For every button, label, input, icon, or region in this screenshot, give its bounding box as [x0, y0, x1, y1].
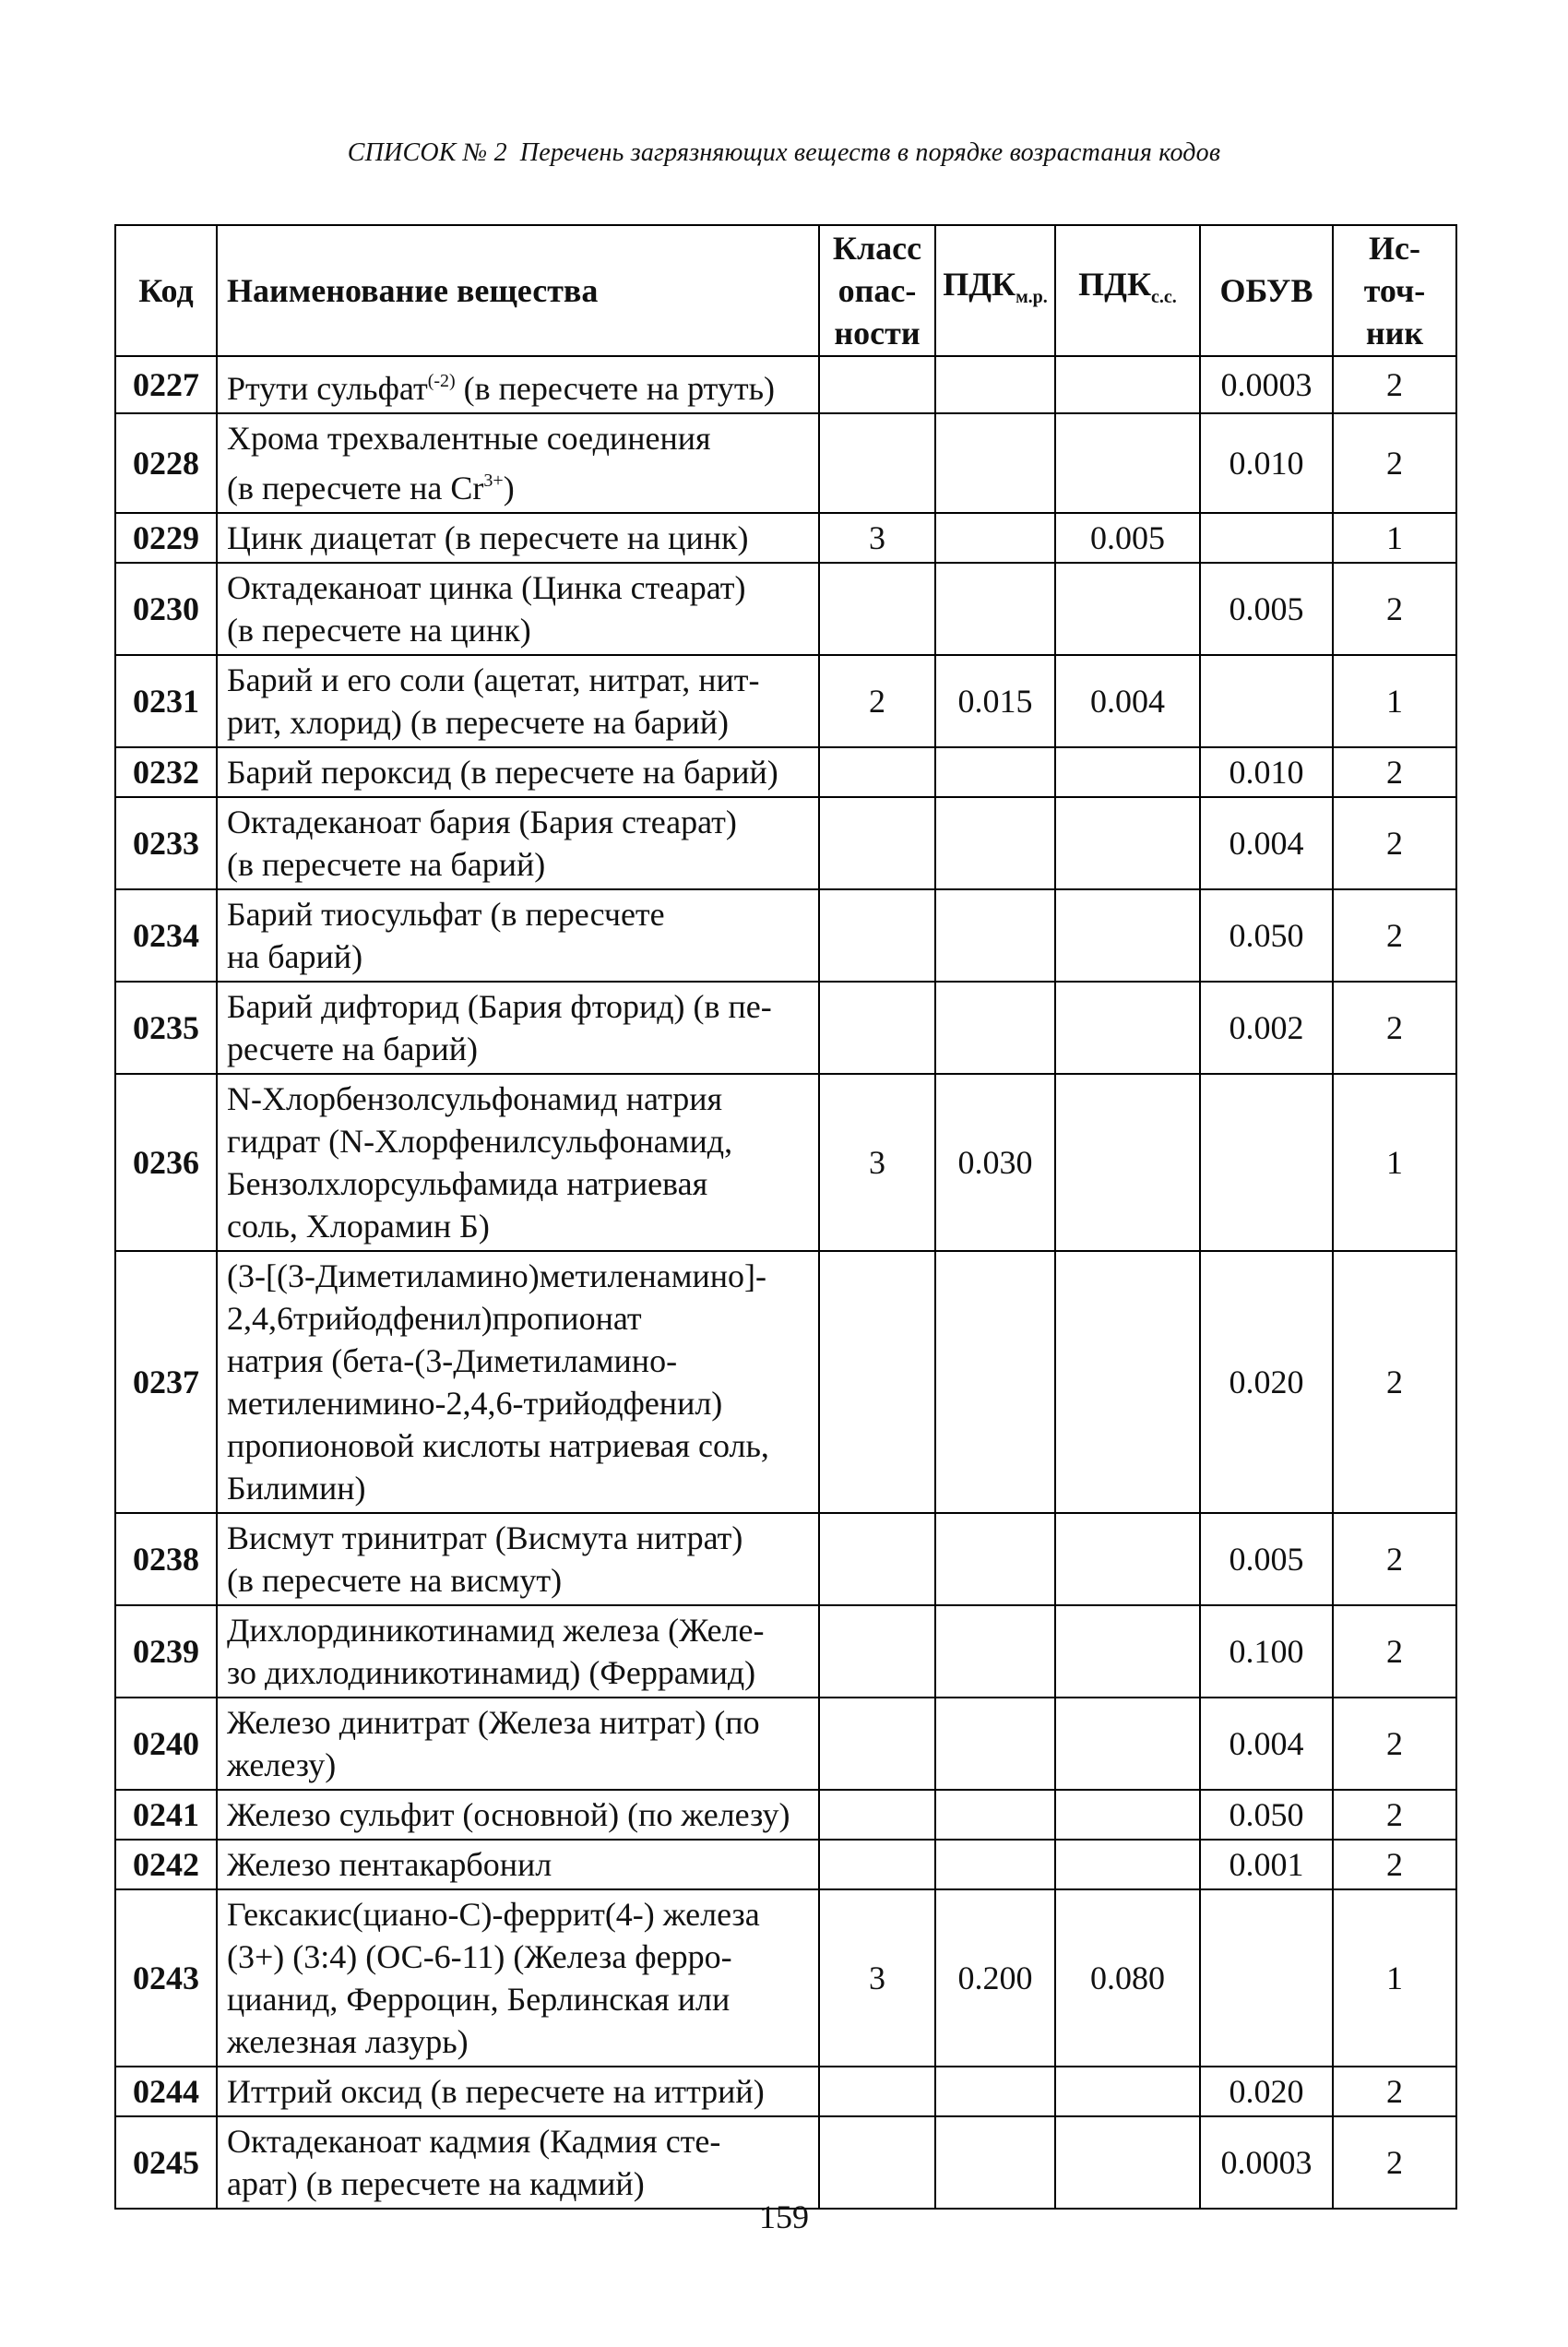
cell-code: 0243	[115, 1889, 217, 2067]
cell-class	[819, 1605, 935, 1698]
cell-pdk-mr	[935, 982, 1055, 1074]
cell-obuv: 0.010	[1200, 747, 1333, 797]
cell-code: 0231	[115, 655, 217, 747]
cell-source: 2	[1333, 797, 1456, 889]
col-header-name: Наименование вещества	[217, 225, 819, 356]
cell-name: Железо пентакарбонил	[217, 1840, 819, 1889]
cell-code: 0238	[115, 1513, 217, 1605]
cell-class	[819, 1513, 935, 1605]
cell-obuv	[1200, 655, 1333, 747]
cell-pdk-mr	[935, 413, 1055, 513]
table-header-row	[115, 225, 1456, 356]
cell-name: Цинк диацетат (в пересчете на цинк)	[217, 513, 819, 563]
cell-class	[819, 413, 935, 513]
cell-class	[819, 2067, 935, 2116]
cell-pdk-ss	[1055, 982, 1200, 1074]
cell-name: Иттрий оксид (в пересчете на иттрий)	[217, 2067, 819, 2116]
cell-obuv	[1200, 513, 1333, 563]
cell-name: Октадеканоат бария (Бария стеарат) (в пересчете на барий)	[217, 797, 819, 889]
cell-pdk-mr	[935, 2116, 1055, 2209]
cell-name: Хрома трехвалентные соединения (в пересчете на $Cr^{3+}$)	[217, 413, 819, 513]
table-row	[115, 747, 1456, 797]
page-number: 159	[759, 2198, 809, 2235]
cell-name: N-Хлорбензолсульфонамид натрия гидрат (N-Хлорфенилсульфонамид, Бензолхлорсульфамида натриевая соль, Хлорамин Б)	[217, 1074, 819, 1251]
table-row	[115, 1251, 1456, 1513]
table-row	[115, 1840, 1456, 1889]
cell-pdk-mr	[935, 1513, 1055, 1605]
list-number: СПИСОК № 2	[347, 138, 507, 167]
table-row	[115, 1698, 1456, 1790]
cell-pdk-ss	[1055, 1074, 1200, 1251]
cell-code: 0234	[115, 889, 217, 982]
cell-pdk-mr: 0.030	[935, 1074, 1055, 1251]
cell-class	[819, 889, 935, 982]
cell-class: 2	[819, 655, 935, 747]
cell-obuv: 0.002	[1200, 982, 1333, 1074]
col-header-obuv: ОБУВ	[1200, 225, 1333, 356]
cell-name: (3-[(3-Диметиламино)метиленамино]- 2,4,6трийодфенил)пропионат натрия (бета-(3-Диметиламино- метиленимино-2,4,6-трийодфенил) пропионовой кислоты натриевая соль, Билимин)	[217, 1251, 819, 1513]
cell-source: 2	[1333, 1251, 1456, 1513]
cell-pdk-mr	[935, 1605, 1055, 1698]
cell-pdk-mr	[935, 1698, 1055, 1790]
cell-class: 3	[819, 1074, 935, 1251]
cell-pdk-ss	[1055, 889, 1200, 982]
cell-pdk-ss: 0.005	[1055, 513, 1200, 563]
cell-obuv: 0.004	[1200, 1698, 1333, 1790]
table-row	[115, 413, 1456, 513]
cell-obuv: 0.005	[1200, 563, 1333, 655]
cell-name: Железо динитрат (Железа нитрат) (по железу)	[217, 1698, 819, 1790]
cell-pdk-mr	[935, 2067, 1055, 2116]
cell-code: 0235	[115, 982, 217, 1074]
cell-code: 0237	[115, 1251, 217, 1513]
cell-name: Железо сульфит (основной) (по железу)	[217, 1790, 819, 1840]
table-row	[115, 1605, 1456, 1698]
cell-source: 2	[1333, 1513, 1456, 1605]
cell-name: Гексакис(циано-С)-феррит(4-) железа (3+) (3:4) (ОС-6-11) (Железа ферро- цианид, Ферроцин, Берлинская или железная лазурь)	[217, 1889, 819, 2067]
cell-obuv	[1200, 1889, 1333, 2067]
cell-name: Ртути сульфат$^{(-2)}$ (в пересчете на ртуть)	[217, 356, 819, 413]
cell-code: 0227	[115, 356, 217, 413]
cell-source: 2	[1333, 889, 1456, 982]
cell-pdk-ss	[1055, 356, 1200, 413]
cell-code: 0229	[115, 513, 217, 563]
cell-code: 0236	[115, 1074, 217, 1251]
cell-pdk-mr: 0.015	[935, 655, 1055, 747]
cell-pdk-ss	[1055, 747, 1200, 797]
cell-class	[819, 2116, 935, 2209]
cell-obuv: 0.100	[1200, 1605, 1333, 1698]
cell-obuv: 0.050	[1200, 1790, 1333, 1840]
cell-source: 1	[1333, 1889, 1456, 2067]
cell-source: 1	[1333, 655, 1456, 747]
cell-code: 0239	[115, 1605, 217, 1698]
table-row	[115, 1889, 1456, 2067]
cell-source: 2	[1333, 413, 1456, 513]
table-row	[115, 1513, 1456, 1605]
table-row	[115, 1074, 1456, 1251]
cell-obuv: 0.004	[1200, 797, 1333, 889]
cell-code: 0245	[115, 2116, 217, 2209]
cell-obuv: 0.001	[1200, 1840, 1333, 1889]
cell-obuv: 0.020	[1200, 1251, 1333, 1513]
cell-obuv: 0.0003	[1200, 356, 1333, 413]
cell-source: 2	[1333, 1840, 1456, 1889]
col-header-class: Класс опас- ности	[819, 225, 935, 356]
cell-code: 0244	[115, 2067, 217, 2116]
cell-pdk-ss	[1055, 1251, 1200, 1513]
cell-class: 3	[819, 1889, 935, 2067]
cell-pdk-ss: 0.004	[1055, 655, 1200, 747]
cell-name: Барий дифторид (Бария фторид) (в пе- ресчете на барий)	[217, 982, 819, 1074]
table-row	[115, 563, 1456, 655]
table-row	[115, 982, 1456, 1074]
cell-code: 0228	[115, 413, 217, 513]
cell-class	[819, 797, 935, 889]
cell-source: 2	[1333, 1605, 1456, 1698]
page-header	[0, 138, 1568, 168]
substances-table	[114, 224, 1457, 2210]
cell-pdk-mr: 0.200	[935, 1889, 1055, 2067]
cell-pdk-ss	[1055, 2116, 1200, 2209]
col-header-source: Ис- точ- ник	[1333, 225, 1456, 356]
cell-class	[819, 356, 935, 413]
col-header-code: Код	[115, 225, 217, 356]
cell-class	[819, 1790, 935, 1840]
cell-pdk-ss	[1055, 797, 1200, 889]
cell-code: 0233	[115, 797, 217, 889]
table-row	[115, 356, 1456, 413]
cell-source: 2	[1333, 2116, 1456, 2209]
cell-obuv: 0.010	[1200, 413, 1333, 513]
cell-pdk-mr	[935, 797, 1055, 889]
cell-class	[819, 1840, 935, 1889]
cell-name: Барий и его соли (ацетат, нитрат, нит- рит, хлорид) (в пересчете на барий)	[217, 655, 819, 747]
cell-source: 2	[1333, 1790, 1456, 1840]
cell-name: Барий пероксид (в пересчете на барий)	[217, 747, 819, 797]
cell-class	[819, 747, 935, 797]
cell-pdk-mr	[935, 1251, 1055, 1513]
cell-obuv	[1200, 1074, 1333, 1251]
cell-pdk-ss	[1055, 1698, 1200, 1790]
cell-pdk-mr	[935, 889, 1055, 982]
cell-source: 2	[1333, 1698, 1456, 1790]
cell-name: Октадеканоат цинка (Цинка стеарат) (в пересчете на цинк)	[217, 563, 819, 655]
table-row	[115, 2116, 1456, 2209]
cell-class	[819, 1251, 935, 1513]
cell-pdk-ss	[1055, 1513, 1200, 1605]
cell-pdk-ss	[1055, 563, 1200, 655]
cell-pdk-mr	[935, 1790, 1055, 1840]
cell-pdk-ss	[1055, 1605, 1200, 1698]
cell-code: 0230	[115, 563, 217, 655]
list-title: Перечень загрязняющих веществ в порядке возрастания кодов	[519, 138, 1221, 167]
cell-obuv: 0.020	[1200, 2067, 1333, 2116]
cell-class	[819, 982, 935, 1074]
table-row	[115, 889, 1456, 982]
cell-pdk-mr	[935, 563, 1055, 655]
cell-source: 2	[1333, 2067, 1456, 2116]
cell-obuv: 0.005	[1200, 1513, 1333, 1605]
cell-code: 0232	[115, 747, 217, 797]
cell-pdk-mr	[935, 513, 1055, 563]
cell-pdk-mr	[935, 356, 1055, 413]
cell-obuv: 0.050	[1200, 889, 1333, 982]
cell-code: 0241	[115, 1790, 217, 1840]
cell-class	[819, 1698, 935, 1790]
cell-source: 1	[1333, 513, 1456, 563]
cell-name: Дихлординикотинамид железа (Желе- зо дихлодиникотинамид) (Феррамид)	[217, 1605, 819, 1698]
cell-pdk-ss: 0.080	[1055, 1889, 1200, 2067]
cell-code: 0240	[115, 1698, 217, 1790]
cell-pdk-mr	[935, 1840, 1055, 1889]
table-row	[115, 1790, 1456, 1840]
cell-name: Октадеканоат кадмия (Кадмия сте- арат) (в пересчете на кадмий)	[217, 2116, 819, 2209]
cell-pdk-ss	[1055, 413, 1200, 513]
table-row	[115, 513, 1456, 563]
cell-source: 2	[1333, 563, 1456, 655]
cell-code: 0242	[115, 1840, 217, 1889]
table-row	[115, 655, 1456, 747]
cell-pdk-ss	[1055, 2067, 1200, 2116]
table-row	[115, 797, 1456, 889]
cell-source: 1	[1333, 1074, 1456, 1251]
cell-source: 2	[1333, 982, 1456, 1074]
cell-source: 2	[1333, 747, 1456, 797]
cell-name: Висмут тринитрат (Висмута нитрат) (в пересчете на висмут)	[217, 1513, 819, 1605]
col-header-pdk-mr: $ПДК_{м.р.}$	[935, 225, 1055, 356]
cell-source: 2	[1333, 356, 1456, 413]
table-row	[115, 2067, 1456, 2116]
col-header-pdk-ss: $ПДК_{с.с.}$	[1055, 225, 1200, 356]
cell-name: Барий тиосульфат (в пересчете на барий)	[217, 889, 819, 982]
cell-class: 3	[819, 513, 935, 563]
cell-class	[819, 563, 935, 655]
cell-pdk-ss	[1055, 1840, 1200, 1889]
cell-pdk-mr	[935, 747, 1055, 797]
cell-obuv: 0.0003	[1200, 2116, 1333, 2209]
cell-pdk-ss	[1055, 1790, 1200, 1840]
